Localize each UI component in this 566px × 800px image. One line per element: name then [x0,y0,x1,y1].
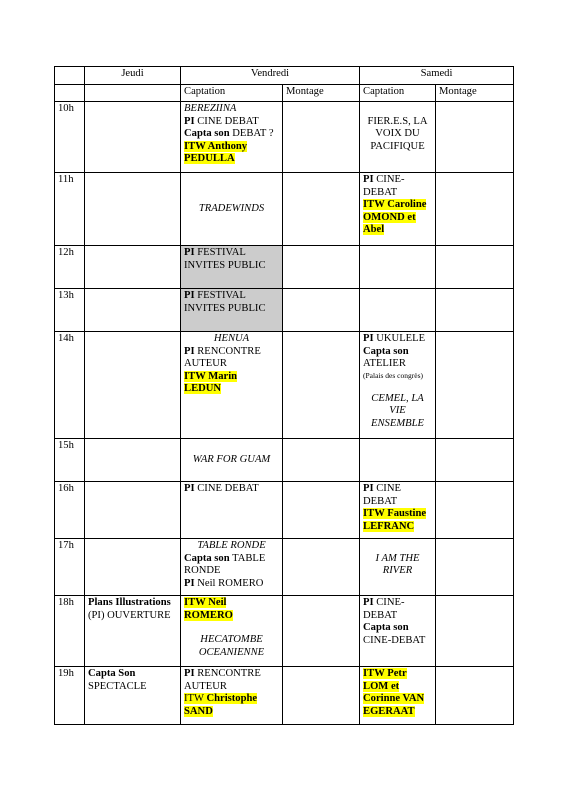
row-14h [55,332,514,439]
row-18h [55,596,514,667]
cell-14h-samedi-captation: PI UKULELE Capta son ATELIER (Palais des congrès) CEMEL, LA VIE ENSEMBLE [360,332,436,439]
row-16h [55,482,514,539]
sub-header-captation-ven: Captation [181,85,283,102]
row-17h [55,539,514,596]
row-19h [55,667,514,725]
cell-18h-samedi-captation: PI CINE- DEBAT Capta son CINE-DEBAT [360,596,436,667]
cell-18h-vendredi-captation: ITW Neil ROMERO HECATOMBE OCEANIENNE [181,596,283,667]
header-row-days [55,67,514,85]
hour-label: 13h [55,289,85,332]
row-15h [55,439,514,482]
sub-header-captation-sam: Captation [360,85,436,102]
row-13h [55,289,514,332]
cell-10h-vendredi-captation: BEREZIINA PI CINE DEBAT Capta son DEBAT ? ITW Anthony PEDULLA [181,102,283,173]
cell-18h-jeudi: Plans Illustrations (PI) OUVERTURE [85,596,181,667]
cell-17h-vendredi-captation: TABLE RONDE Capta son TABLE RONDE PI Neil ROMERO [181,539,283,596]
row-11h [55,173,514,246]
hour-label: 18h [55,596,85,667]
hour-label: 14h [55,332,85,439]
hour-label: 15h [55,439,85,482]
hour-label: 19h [55,667,85,725]
sub-header-montage-sam: Montage [436,85,514,102]
hour-label: 11h [55,173,85,246]
cell-14h-vendredi-captation: HENUA PI RENCONTRE AUTEUR ITW Marin LEDUN [181,332,283,439]
header-row-sub [55,85,514,102]
cell-12h-vendredi-captation: PI FESTIVAL INVITES PUBLIC [181,246,283,289]
row-10h [55,102,514,173]
cell-16h-samedi-captation: PI CINE DEBAT ITW Faustine LEFRANC [360,482,436,539]
schedule-table [54,66,514,725]
cell-19h-vendredi-captation: PI RENCONTRE AUTEUR ITW Christophe SAND [181,667,283,725]
cell-16h-vendredi-captation: PI CINE DEBAT [181,482,283,539]
day-header-jeudi: Jeudi [85,67,181,85]
cell-13h-vendredi-captation: PI FESTIVAL INVITES PUBLIC [181,289,283,332]
hour-label: 10h [55,102,85,173]
cell-11h-samedi-captation: PI CINE- DEBAT ITW Caroline OMOND et Abel [360,173,436,246]
cell-17h-samedi-captation: I AM THE RIVER [360,539,436,596]
corner-cell [55,67,85,85]
cell-15h-vendredi-captation: WAR FOR GUAM [181,439,283,482]
hour-label: 17h [55,539,85,596]
cell-10h-samedi-captation: FIER.E.S, LA VOIX DU PACIFIQUE [360,102,436,173]
cell-11h-vendredi-captation: TRADEWINDS [181,173,283,246]
cell-19h-samedi-captation: ITW Petr LOM et Corinne VAN EGERAAT [360,667,436,725]
hour-label: 12h [55,246,85,289]
cell-19h-jeudi: Capta Son SPECTACLE [85,667,181,725]
hour-label: 16h [55,482,85,539]
day-header-vendredi: Vendredi [181,67,360,85]
row-12h [55,246,514,289]
day-header-samedi: Samedi [360,67,514,85]
sub-header-montage-ven: Montage [283,85,360,102]
